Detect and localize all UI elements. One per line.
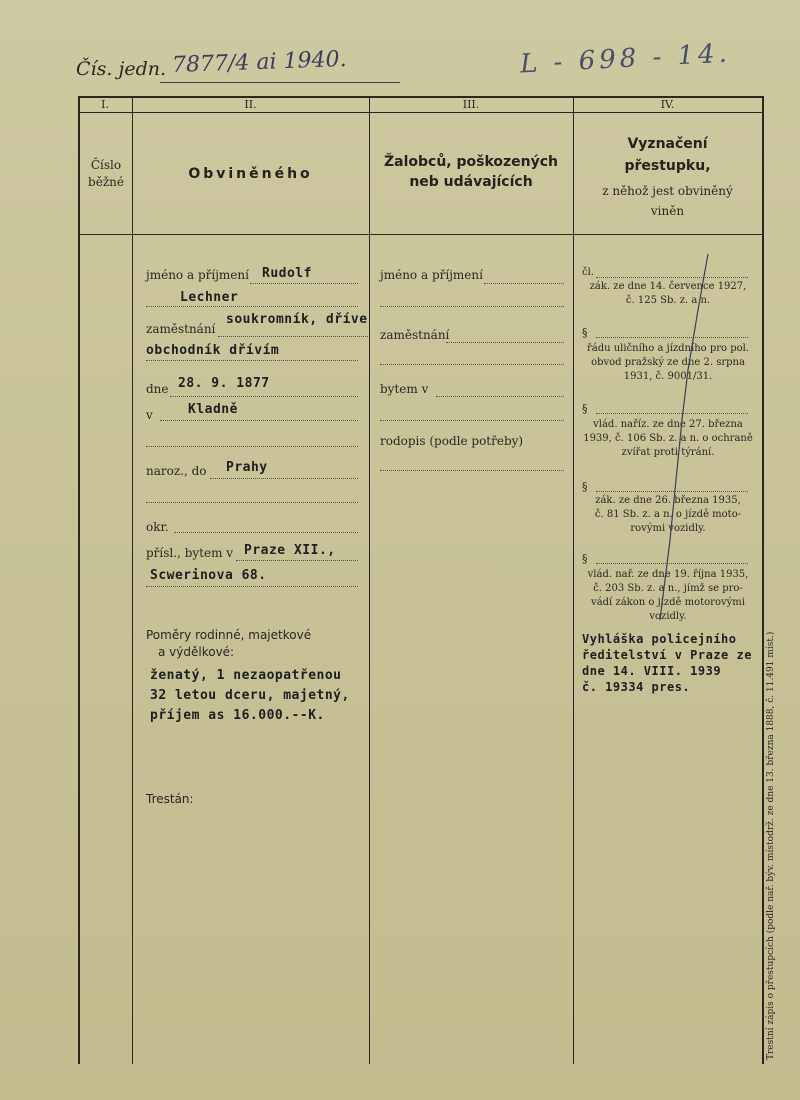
accused-first-name: Rudolf (262, 266, 312, 281)
dotted-line (380, 306, 564, 307)
accused-residence-label: přísl., bytem v (146, 546, 234, 560)
accused-domicile-label: naroz., do (146, 464, 207, 478)
offense-item1-prefix: čl. (582, 267, 594, 278)
offense-item4-line1: zák. ze dne 26. března 1935, (595, 495, 741, 506)
dotted-line (380, 470, 564, 471)
offense-item5-line3: vádí zákon o jízdě motorovými (591, 597, 745, 608)
accused-domicile: Prahy (226, 460, 268, 475)
accused-birth-place: Kladně (188, 402, 238, 417)
offense-item5-line1: vlád. nař. ze dne 19. října 1935, (587, 569, 749, 580)
accused-district-label: okr. (146, 520, 169, 534)
punished-label: Trestán: (146, 792, 194, 806)
dotted-line (170, 396, 358, 397)
dotted-line (446, 342, 564, 343)
offense-item3-prefix: § (582, 402, 588, 415)
plaintiff-residence-label: bytem v (380, 382, 429, 396)
col1-header-line2: běžné (88, 175, 124, 189)
col4-header-line4: viněn (650, 204, 685, 218)
dotted-line (146, 586, 358, 587)
col4-header-line3: z něhož jest obviněný (602, 184, 733, 198)
offense-typed-line1: Vyhláška policejního (582, 632, 737, 646)
col-divider-1 (132, 96, 133, 1064)
col1-roman: I. (101, 98, 109, 111)
accused-occupation-line1: soukromník, dříve (226, 312, 368, 327)
cis-jedn-underline (160, 82, 400, 83)
table-right-border (762, 96, 764, 1064)
offense-item3-line1: vlád. naříz. ze dne 27. března (593, 419, 743, 430)
col4-header-line1: Vyznačení (627, 136, 708, 152)
col3-header-line2: neb udávajících (409, 174, 533, 190)
cis-jedn-label: Čís. jedn. (76, 58, 167, 80)
offense-item1-line2: č. 125 Sb. z. a n. (625, 295, 711, 306)
accused-occupation-label: zaměstnání (146, 322, 216, 336)
accused-residence-line2: Scwerinova 68. (150, 568, 267, 583)
offense-item5-line4: vozidly. (649, 611, 687, 622)
dotted-line (146, 360, 358, 361)
offense-typed-line4: č. 19334 pres. (582, 680, 691, 694)
circumstances-line1: ženatý, 1 nezaopatřenou (150, 668, 342, 683)
accused-date-label: dne (146, 382, 169, 396)
offense-item1-line1: zák. ze dne 14. července 1927, (589, 281, 747, 292)
dotted-line (146, 446, 358, 447)
offense-item2-line3: 1931, č. 9001/31. (623, 371, 713, 382)
offense-item5-line2: č. 203 Sb. z. a n., jímž se pro- (593, 583, 743, 594)
accused-name-label: jméno a příjmení (146, 268, 249, 282)
accused-place-label: v (146, 408, 153, 422)
offense-item5-prefix: § (582, 552, 588, 565)
dotted-line (146, 502, 358, 503)
plaintiff-bio-label: rodopis (podle potřeby) (380, 434, 524, 448)
dotted-line (484, 283, 564, 284)
col-divider-3 (573, 96, 574, 1064)
dotted-line (236, 560, 358, 561)
dotted-line (250, 283, 358, 284)
offense-item2-prefix: § (582, 326, 588, 339)
circumstances-label-line2: a výdělkové: (158, 645, 235, 659)
circumstances-line2: 32 letou dceru, majetný, (150, 688, 350, 703)
offense-item3-line3: zvířat proti týrání. (621, 447, 715, 458)
plaintiff-occupation-label: zaměstnání (380, 328, 450, 342)
dotted-line (210, 478, 358, 479)
offense-item3-line2: 1939, č. 106 Sb. z. a n. o ochraně (583, 433, 753, 444)
side-note: Trestní zápis o přestupcích (podle nař. býv. místodrž. ze dne 13. března 1888, č. 11.491 míst.) (766, 631, 776, 1060)
dotted-line (380, 364, 564, 365)
col-divider-2 (369, 96, 370, 1064)
col3-header-line1: Žalobců, poškozených (383, 154, 559, 170)
offense-typed-line3: dne 14. VIII. 1939 (582, 664, 722, 678)
col2-header: Obviněného (188, 166, 313, 182)
offense-item2-line2: obvod pražský ze dne 2. srpna (591, 357, 745, 368)
offense-item2-line1: řádu uličního a jízdního pro pol. (586, 343, 750, 354)
dotted-line (146, 306, 358, 307)
circumstances-line3: příjem as 16.000.--K. (150, 708, 325, 723)
pen-strike-line (640, 250, 720, 630)
plaintiff-name-label: jméno a příjmení (380, 268, 483, 282)
accused-birth-date: 28. 9. 1877 (178, 376, 270, 391)
dotted-line (160, 420, 358, 421)
circumstances-label-line1: Poměry rodinné, majetkové (146, 628, 312, 642)
col4-header-line2: přestupku, (624, 158, 711, 174)
reference-number: L - 698 - 14. (519, 38, 732, 80)
accused-surname: Lechner (180, 290, 239, 305)
accused-residence-line1: Praze XII., (244, 543, 336, 558)
cis-jedn-value: 7877/4 ai 1940. (171, 46, 347, 79)
col1-header-line1: Číslo (90, 158, 122, 172)
dotted-line (436, 396, 564, 397)
offense-item4-line3: rovými vozidly. (630, 523, 706, 534)
col2-roman: II. (244, 98, 257, 111)
col4-roman: IV. (660, 98, 675, 111)
dotted-line (218, 336, 368, 337)
table-left-border (78, 96, 80, 1064)
header-row-border (78, 234, 763, 235)
roman-row-border (78, 112, 763, 113)
offense-item4-line2: č. 81 Sb. z. a n. o jízdě moto- (594, 509, 742, 520)
dotted-line (380, 420, 564, 421)
accused-occupation-line2: obchodník dřívím (146, 343, 280, 358)
offense-typed-line2: ředitelství v Praze ze (582, 648, 752, 662)
dotted-line (174, 532, 358, 533)
col3-roman: III. (462, 98, 480, 111)
offense-item4-prefix: § (582, 480, 588, 493)
